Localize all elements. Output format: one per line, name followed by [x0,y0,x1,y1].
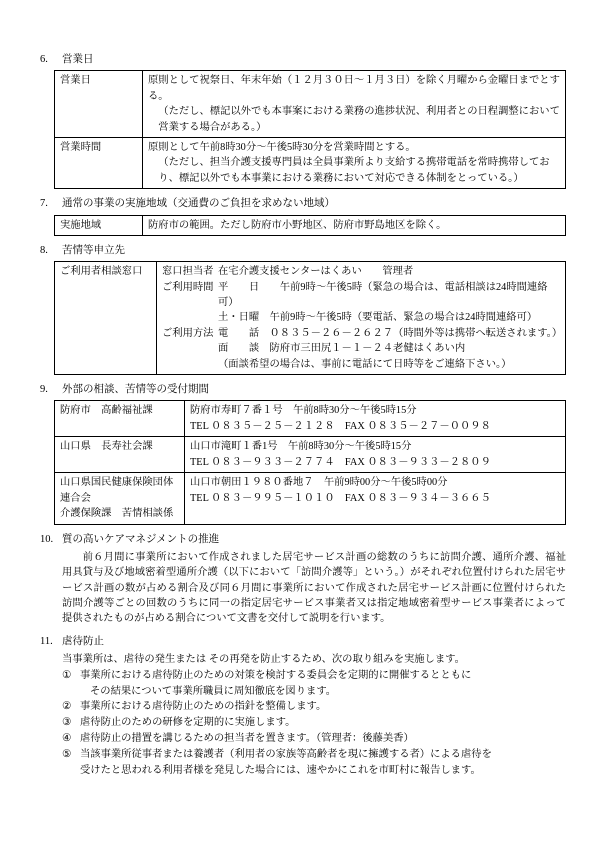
consult-line [162,326,561,341]
section-9-heading [40,382,566,397]
section-11-heading [40,634,566,649]
external-contacts-table [54,400,566,524]
consult-key: ご利用方法 [162,327,214,339]
list-marker: ② [62,701,72,713]
org-detail-line: 防府市寿町７番１号 午前8時30分～午後5時15分 [190,405,417,417]
section-10-title: 質の高いケアマネジメントの推進 [62,533,220,545]
row-label: 営業時間 [55,137,143,188]
section-10-paragraph: 前６月間に事業所において作成されました居宅サービス計画の総数のうちに訪問介護、通所介護、福祉用具貸与及び地域密着型通所介護（以下において「訪問介護等」という。）がそれぞれ位置付けられた居宅サービス計画の数が占める割合及び同６月間に事業所において作成された居宅サービス計画に位置付けられた訪問介護等ごとの回数のうちに同一の指定居宅サービス事業者又は指定地域密着型サービス事業者によって提供されたものが占める割合について文書を交付して説明を行います。 [62,551,566,625]
consult-value: （面談希望の場合は、事前に電話にて日時等をご連絡下さい。） [218,358,512,370]
section-6-table-wrap [40,70,566,189]
section-6-heading [40,52,566,67]
consult-value: 面 談 防府市三田尻１－１－２４老健はくあい内 [218,343,466,355]
table-row [55,215,566,235]
row-value [143,71,566,138]
table-row [55,401,566,437]
section-6-number: 6. [40,54,48,65]
section-11 [40,634,566,779]
list-item [62,699,566,715]
section-8-title: 苦情等申立先 [62,244,125,256]
list-text: 虐待防止のための研修を定期的に実施します。 [80,717,296,729]
consult-value: 電 話 ０８３５－２６－２６２７（時間外等は携帯へ転送されます。） [218,327,563,339]
consult-key [162,310,218,325]
org-detail-line: 山口市滝町１番1号 午前8時30分～午後5時15分 [190,441,412,453]
org-detail [185,437,566,473]
row-value-line: （ただし、標記以外でも本事案における業務の進捗状況、利用者との日程調整において営業する場合がある。） [158,106,560,133]
list-marker: ④ [62,733,72,745]
org-name [55,473,185,524]
consult-line [162,357,561,372]
section-7-title: 通常の事業の実施地域（交通費のご負担を求めない地域） [62,198,335,210]
section-6 [40,52,566,189]
section-11-number: 11. [40,635,53,647]
section-8-heading [40,243,566,258]
consult-key [162,341,218,356]
table-row [55,137,566,188]
consult-value: 平 日 午前9時～午後5時（緊急の場合は、電話相談は24時間連絡可） [218,281,548,309]
consult-line [162,280,561,311]
consult-key: 窓口担当者 [162,266,214,278]
list-item [62,684,566,700]
table-row [55,473,566,524]
section-9-title: 外部の相談、苦情等の受付期間 [62,384,209,396]
section-8 [40,243,566,375]
service-area-table [54,215,566,236]
section-7-number: 7. [40,198,48,210]
section-10-heading [40,532,566,547]
section-11-lead: 当事業所は、虐待の発生または その再発を防止するため、次の取り組みを実施します。 [62,654,465,666]
org-name-line: 介護保険課 苦情相談係 [60,508,174,520]
consult-key: ご利用時間 [162,281,214,293]
list-text: その結果について事業所職員に周知徹底を図ります。 [90,685,337,697]
section-8-number: 8. [40,244,48,256]
org-detail-line: TEL ０８３－９９５－１０１０ FAX ０８３－９３４－３６６５ [190,492,491,504]
org-detail-line: 山口市朝田１９８０番地７ 午前9時00分～午後5時00分 [190,477,448,489]
org-name [55,437,185,473]
list-text: 受けたと思われる利用者様を発見した場合には、速やかにこれを市町村に報告します。 [80,765,481,777]
business-days-table [54,70,566,189]
section-10 [40,532,566,627]
section-10-number: 10. [40,533,54,545]
section-7-heading [40,196,566,211]
list-marker: ③ [62,717,72,729]
section-7 [40,196,566,236]
row-value: 防府市の範囲。ただし防府市小野地区、防府市野島地区を除く。 [143,215,566,235]
table-row [55,437,566,473]
org-name-line: 山口県国民健康保険団体連合会 [60,477,174,504]
list-text: 虐待防止の措置を講じるための担当者を置きます。（管理者：後藤美香） [80,733,414,745]
table-row [55,262,566,375]
list-text: 事業所における虐待防止のための指針を整備します。 [80,701,327,713]
consult-key [162,357,218,372]
consult-value: 在宅介護支援センターはくあい 管理者 [218,266,414,278]
list-text: 事業所における虐待防止のための対策を検討する委員会を定期的に開催するとともに [80,669,472,681]
consult-line [162,310,561,325]
row-label: 営業日 [55,71,143,138]
org-name-line: 防府市 高齢福祉課 [60,405,153,417]
abuse-prevention-list [40,668,566,780]
org-detail-line: TEL ０８３５－２５－２１２８ FAX ０８３５－２７－００９８ [190,420,491,432]
consult-line [162,264,561,279]
list-item [62,731,566,747]
row-label: 実施地域 [55,215,143,235]
table-row [55,71,566,138]
section-9 [40,382,566,524]
list-item [62,763,566,779]
org-detail [185,401,566,437]
org-detail-line: TEL ０８３－９３３－２７７４ FAX ０８３－９３３－２８０９ [190,456,491,468]
consult-window-value [157,262,566,375]
section-7-table-wrap [40,215,566,236]
list-item [62,668,566,684]
row-value [143,137,566,188]
complaint-contact-table [54,261,566,375]
org-detail [185,473,566,524]
org-name-line: 山口県 長寿社会課 [60,441,153,453]
section-9-table-wrap [40,400,566,524]
list-marker: ① [62,669,72,681]
list-text: 当該事業所従事者または養護者（利用者の家族等高齢者を現に擁護する者）による虐待を [80,749,492,761]
consult-line [162,341,561,356]
row-value-line: （ただし、担当介護支援専門員は全員事業所より支給する携帯電話を常時携帯しており、標記以外でも本事業における業務において対応できる体制をとっている。） [158,157,550,184]
section-6-title: 営業日 [62,54,94,65]
row-value-line: 原則として午前8時30分～午後5時30分を営業時間とする。 [148,141,416,153]
consult-window-label: ご利用者相談窓口 [55,262,157,375]
row-value-line: 原則として祝祭日、年末年始（１２月３０日～１月３日）を除く月曜から金曜日までとする。 [148,75,560,102]
org-name [55,401,185,437]
list-item [62,715,566,731]
section-8-table-wrap [40,261,566,375]
list-item [62,747,566,763]
consult-value: 土・日曜 午前9時～午後5時（要電話、緊急の場合は24時間連絡可） [218,312,538,324]
section-9-number: 9. [40,384,48,396]
list-marker: ⑤ [62,749,72,761]
section-11-title: 虐待防止 [62,635,104,647]
